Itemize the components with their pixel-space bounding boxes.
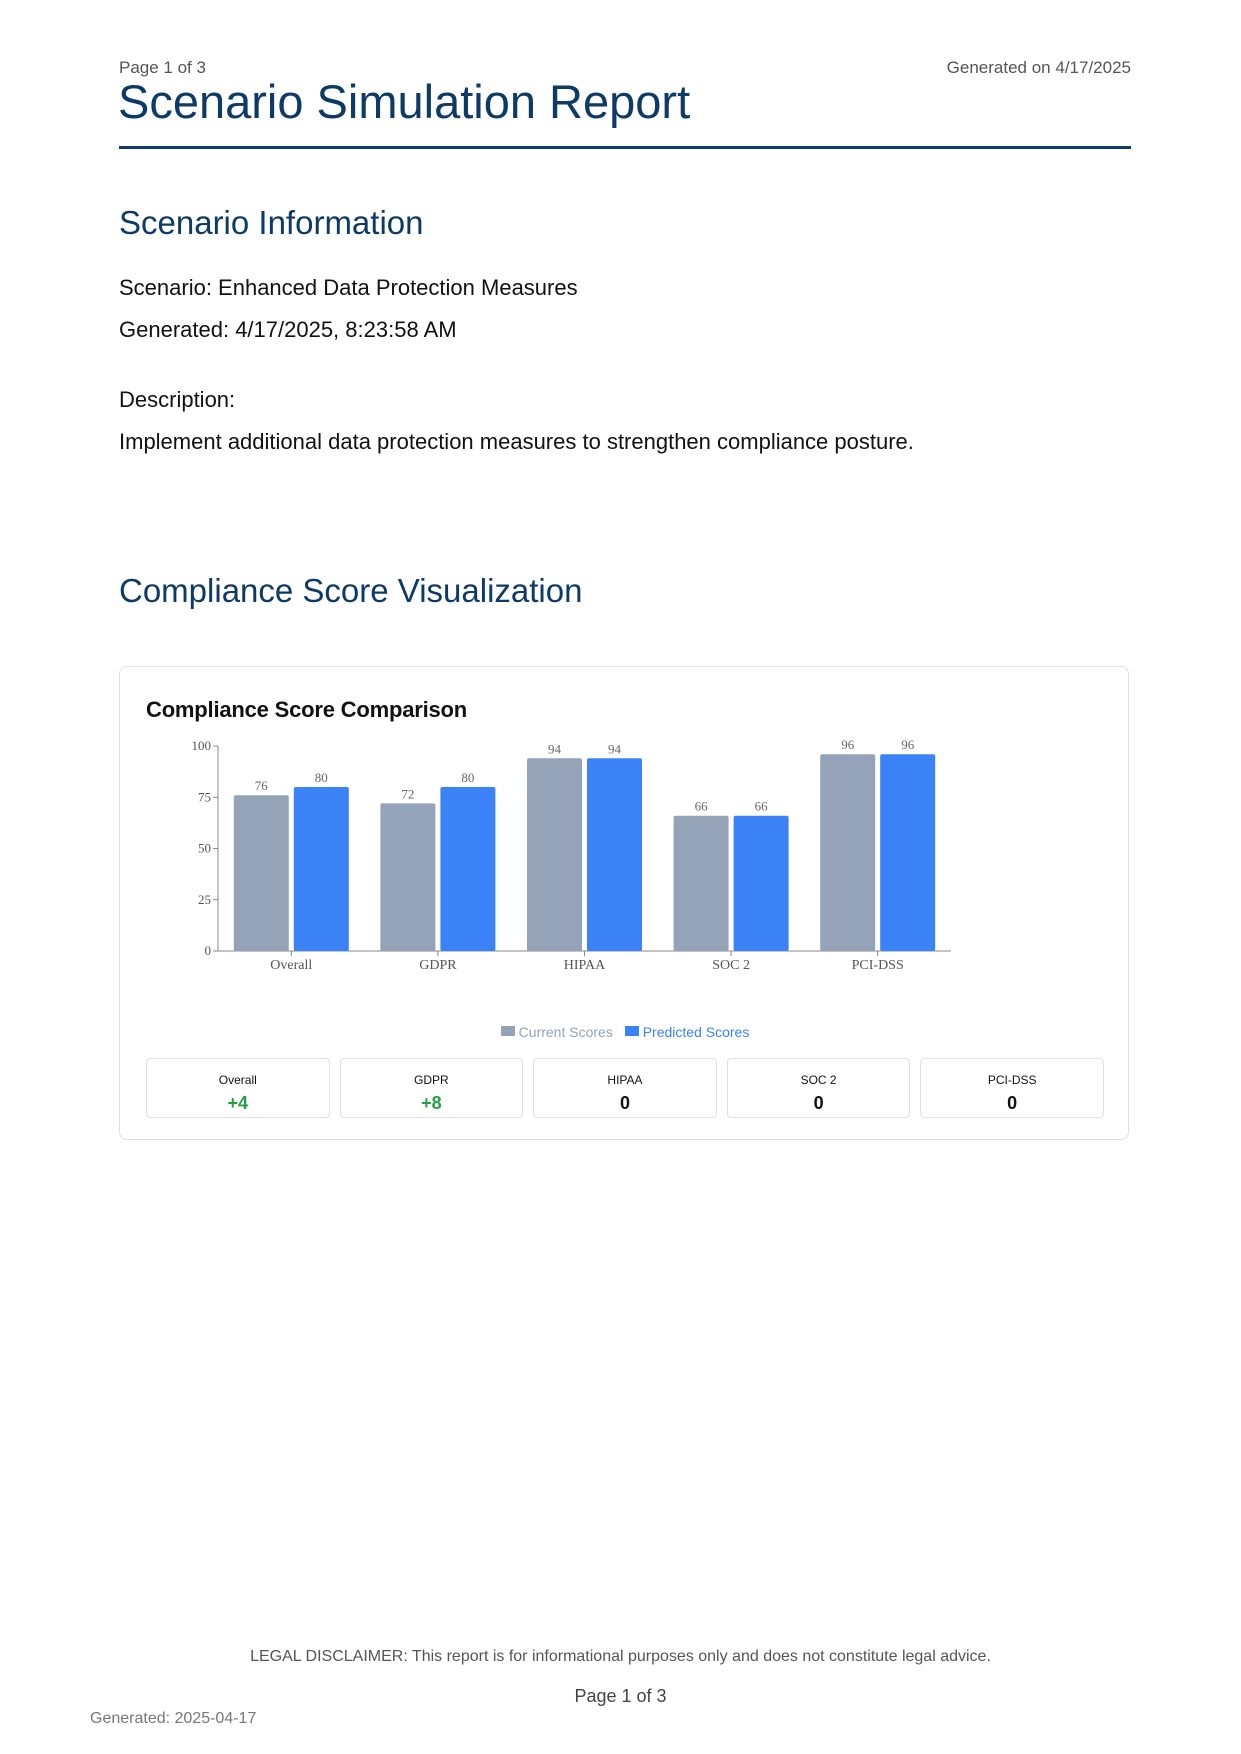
bar-current xyxy=(820,754,875,951)
visualization-heading: Compliance Score Visualization xyxy=(119,572,583,609)
bar-current xyxy=(674,816,729,951)
bar-current xyxy=(527,758,582,951)
diff-box-pci-dss xyxy=(920,1058,1104,1118)
scenario-name: Scenario: Enhanced Data Protection Measures xyxy=(119,275,578,300)
bar-value-label: 80 xyxy=(314,770,328,785)
scenario-generated: Generated: 4/17/2025, 8:23:58 AM xyxy=(119,317,457,342)
title-divider xyxy=(119,146,1131,149)
diff-label: Overall xyxy=(218,1073,257,1087)
y-tick-label: 75 xyxy=(198,789,211,805)
y-tick-label: 100 xyxy=(191,738,211,753)
bar-value-label: 96 xyxy=(841,737,855,753)
bar-value-label: 66 xyxy=(694,798,708,814)
x-tick-label: SOC 2 xyxy=(712,958,750,973)
score-difference-row xyxy=(146,1058,1104,1118)
y-tick-label: 25 xyxy=(198,891,211,907)
legend-label-current: Current Scores xyxy=(518,1024,613,1040)
description-text: Implement additional data protection measures to strengthen compliance posture. xyxy=(119,429,914,454)
diff-label: PCI-DSS xyxy=(987,1073,1037,1087)
diff-value: +4 xyxy=(227,1093,249,1113)
bar-value-label: 94 xyxy=(608,741,621,757)
diff-value: 0 xyxy=(813,1093,824,1113)
legend-swatch-predicted xyxy=(625,1026,639,1036)
page-number-bottom: Page 1 of 3 xyxy=(574,1686,667,1706)
x-tick-label: Overall xyxy=(270,958,313,973)
diff-box-overall xyxy=(146,1058,330,1118)
bar-predicted xyxy=(880,754,935,951)
diff-label: HIPAA xyxy=(607,1073,643,1087)
diff-label: GDPR xyxy=(414,1073,449,1087)
bar-predicted xyxy=(587,758,642,951)
x-tick-label: HIPAA xyxy=(563,958,606,973)
generated-date-bottom: Generated: 2025-04-17 xyxy=(90,1710,257,1727)
legend-item-current[interactable] xyxy=(501,1024,613,1040)
report-title: Scenario Simulation Report xyxy=(118,75,691,128)
chart-legend xyxy=(120,1024,1130,1040)
bar-value-label: 94 xyxy=(548,741,561,757)
diff-box-soc2 xyxy=(727,1058,911,1118)
x-tick-label: PCI-DSS xyxy=(851,958,904,973)
diff-box-gdpr xyxy=(340,1058,524,1118)
bar-current xyxy=(234,795,289,951)
legend-swatch-current xyxy=(501,1026,515,1036)
scenario-info-heading: Scenario Information xyxy=(119,204,424,241)
chart-title: Compliance Score Comparison xyxy=(146,697,468,722)
y-tick-label: 50 xyxy=(198,840,211,856)
bar-value-label: 72 xyxy=(401,786,415,802)
x-tick-label: GDPR xyxy=(419,958,457,973)
compliance-bar-chart xyxy=(120,667,1130,1047)
bar-current xyxy=(380,803,435,951)
diff-box-hipaa xyxy=(533,1058,717,1118)
legal-disclaimer: LEGAL DISCLAIMER: This report is for informational purposes only and does not constitute legal advice. xyxy=(250,1648,991,1665)
bar-value-label: 66 xyxy=(754,798,768,814)
generated-date-top: Generated on 4/17/2025 xyxy=(946,58,1131,77)
bar-predicted xyxy=(440,787,495,951)
page-number-top: Page 1 of 3 xyxy=(119,58,206,77)
legend-item-predicted[interactable] xyxy=(625,1024,750,1040)
y-tick-label: 0 xyxy=(204,943,211,958)
legend-label-predicted: Predicted Scores xyxy=(642,1024,750,1040)
diff-label: SOC 2 xyxy=(800,1073,837,1087)
diff-value: 0 xyxy=(1007,1093,1018,1113)
bar-predicted xyxy=(734,816,789,951)
chart-card xyxy=(119,666,1129,1140)
bar-value-label: 96 xyxy=(901,737,915,753)
description-label: Description: xyxy=(119,387,236,412)
bar-predicted xyxy=(294,787,349,951)
diff-value: 0 xyxy=(619,1093,630,1113)
bar-value-label: 76 xyxy=(254,778,268,794)
bar-value-label: 80 xyxy=(461,770,475,785)
diff-value: +8 xyxy=(421,1093,442,1113)
